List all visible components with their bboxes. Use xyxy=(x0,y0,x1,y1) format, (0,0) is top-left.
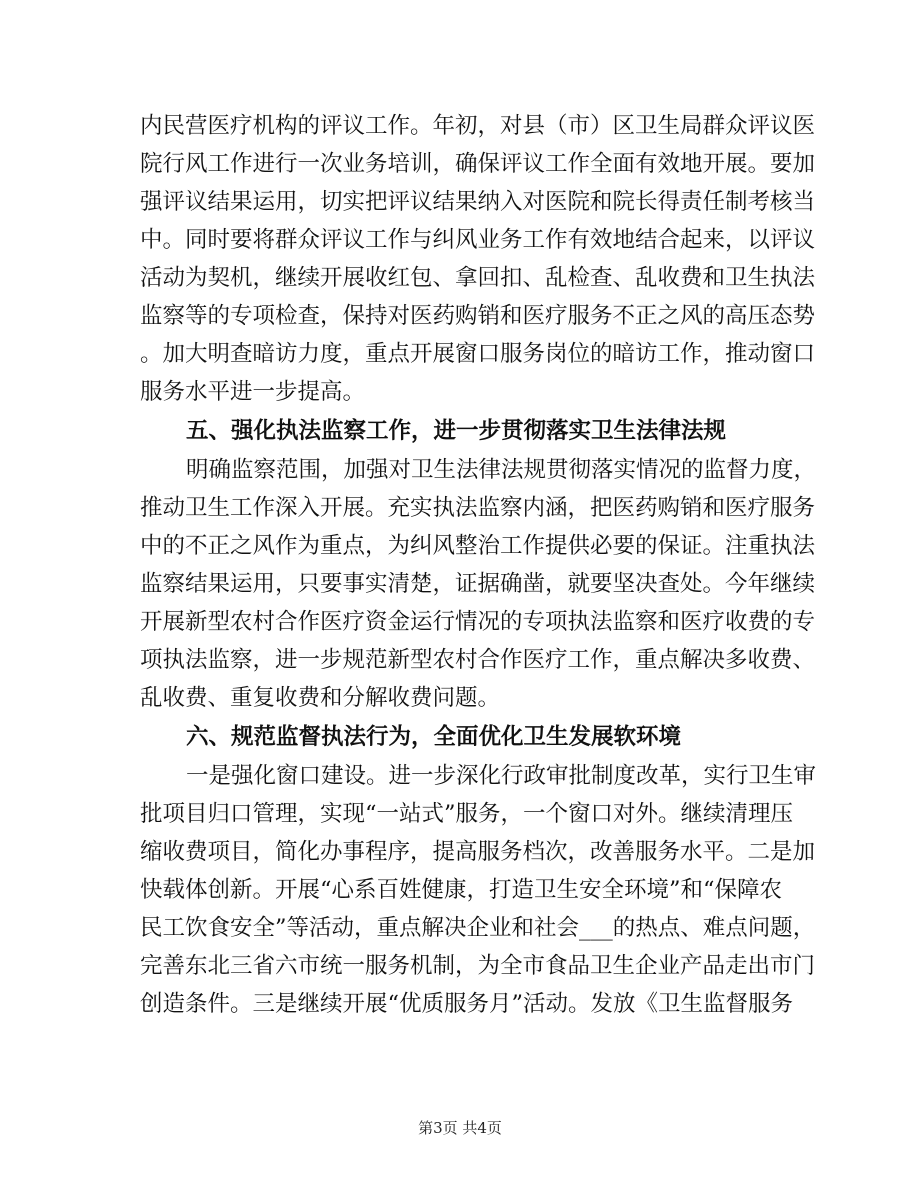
body-text-line: 缩收费项目，简化办事程序，提高服务档次，改善服务水平。二是加 xyxy=(140,839,816,865)
body-text-line: 开展新型农村合作医疗资金运行情况的专项执法监察和医疗收费的专 xyxy=(140,609,816,635)
page-number-footer: 第3页 共4页 xyxy=(418,1119,502,1137)
body-text-line: 院行风工作进行一次业务培训，确保评议工作全面有效地开展。要加 xyxy=(140,151,816,177)
body-text-line: 完善东北三省六市统一服务机制，为全市食品卫生企业产品走出市门 xyxy=(140,953,816,979)
body-text-line: 快载体创新。开展“心系百姓健康，打造卫生安全环境”和“保障农 xyxy=(140,877,783,903)
body-text-line: 强评议结果运用，切实把评议结果纳入对医院和院长得责任制考核当 xyxy=(140,189,816,215)
body-text-line: 。加大明查暗访力度，重点开展窗口服务岗位的暗访工作，推动窗口 xyxy=(140,341,816,367)
body-text-line: 中的不正之风作为重点，为纠风整治工作提供必要的保证。注重执法 xyxy=(140,533,816,559)
body-text-line: 中。同时要将群众评议工作与纠风业务工作有效地结合起来，以评议 xyxy=(140,227,816,253)
body-text-line: 明确监察范围，加强对卫生法律法规贯彻落实情况的监督力度， xyxy=(186,457,817,483)
body-text-line: 服务水平进一步提高。 xyxy=(140,379,366,405)
body-text-line: 乱收费、重复收费和分解收费问题。 xyxy=(140,685,501,711)
body-text-line: 创造条件。三是继续开展“优质服务月”活动。发放《卫生监督服务 xyxy=(140,991,794,1017)
body-text-line: 项执法监察，进一步规范新型农村合作医疗工作，重点解决多收费、 xyxy=(140,647,816,673)
body-text-line: 批项目归口管理，实现“一站式”服务，一个窗口对外。继续清理压 xyxy=(140,801,794,827)
section-heading: 五、强化执法监察工作，进一步贯彻落实卫生法律法规 xyxy=(186,418,727,444)
section-heading: 六、规范监督执法行为，全面优化卫生发展软环境 xyxy=(186,724,682,750)
body-text-line: 民工饮食安全”等活动，重点解决企业和社会___的热点、难点问题， xyxy=(140,915,816,941)
body-text-line: 监察结果运用，只要事实清楚，证据确凿，就要坚决查处。今年继续 xyxy=(140,571,816,597)
body-text-line: 活动为契机，继续开展收红包、拿回扣、乱检查、乱收费和卫生执法 xyxy=(140,265,816,291)
body-text-line: 监察等的专项检查，保持对医药购销和医疗服务不正之风的高压态势 xyxy=(140,303,816,329)
body-text-line: 内民营医疗机构的评议工作。年初，对县（市）区卫生局群众评议医 xyxy=(140,113,816,139)
body-text-line: 推动卫生工作深入开展。充实执法监察内涵，把医药购销和医疗服务 xyxy=(140,495,816,521)
body-text-line: 一是强化窗口建设。进一步深化行政审批制度改革，实行卫生审 xyxy=(186,763,817,789)
